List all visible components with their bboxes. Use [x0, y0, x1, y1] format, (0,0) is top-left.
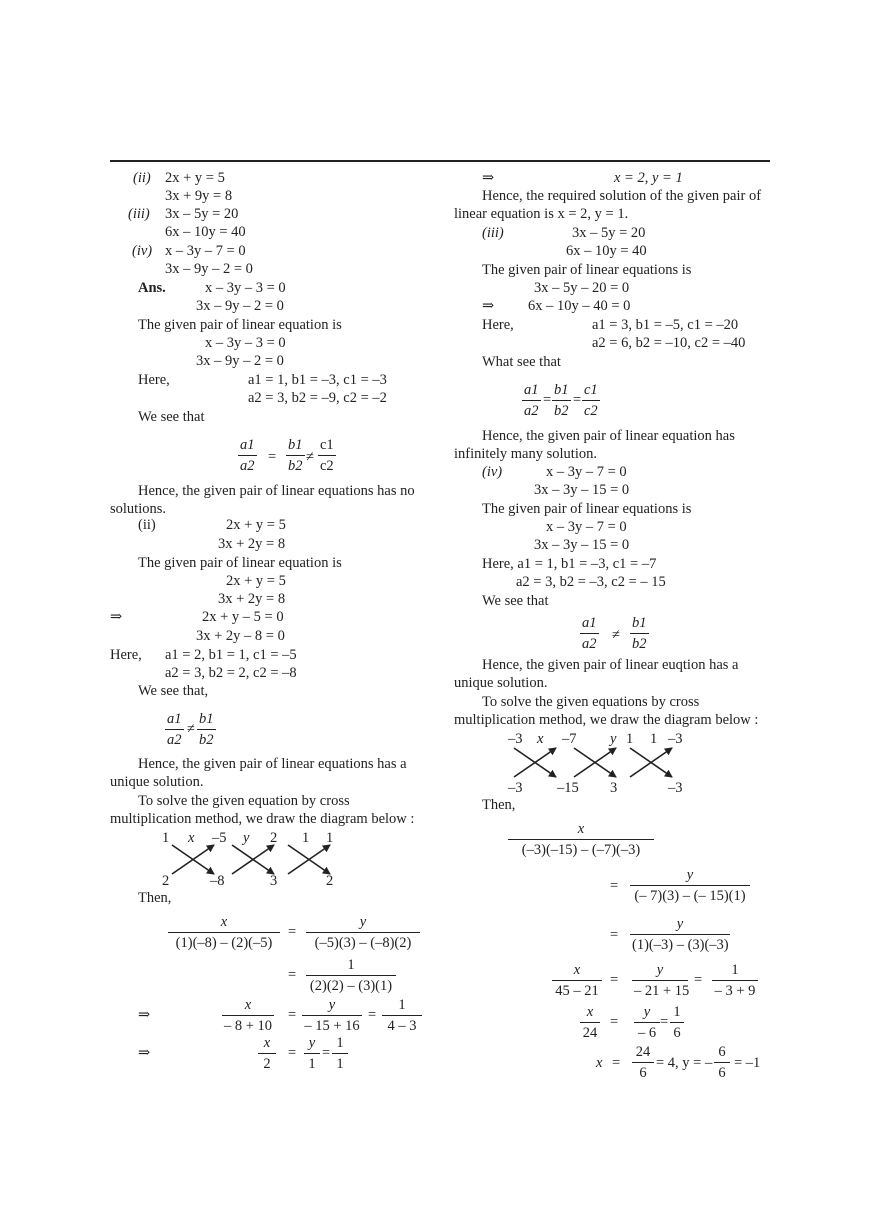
coef-line5: a1 = 3, b1 = –5, c1 = –20 [592, 317, 739, 333]
given-eq2: 3x – 9y – 2 = 0 [196, 353, 284, 369]
hence-unique-1: Hence, the given pair of linear equations has a [138, 756, 407, 772]
fraction-y-t3: $\frac{y}{(1)(-3) - (3)(-3)}$ [632, 916, 729, 953]
hence-unique-2: unique solution. [110, 774, 204, 790]
diagram2-top: x [537, 731, 544, 747]
fraction-y-t4: $\frac{y}{- 21 + 15}$ [634, 962, 690, 999]
here-label-3: Here, [482, 317, 514, 333]
fraction-x-step1: $\frac{x}{(1)(-8) - (2)(-5)}$ [168, 914, 280, 951]
part-ii-eq1: 2x + y = 5 [226, 517, 286, 533]
given-pair-text-4: The given pair of linear equations is [482, 501, 692, 517]
diagram2-top: –3 [668, 731, 683, 747]
fraction-c1-c2: $\frac{c1}{c2}$ [320, 437, 334, 474]
diagram1-top: –5 [212, 830, 227, 846]
fraction-24-6: $\frac{24}{6}$ [632, 1044, 654, 1081]
ans-eq2: 3x – 9y – 2 = 0 [196, 298, 284, 314]
fraction-b1-b2-b: $\frac{b1}{b2}$ [199, 711, 214, 748]
coef-line4: a2 = 3, b2 = 2, c2 = –8 [165, 665, 297, 681]
part-ii-g4: 3x + 2y – 8 = 0 [196, 628, 285, 644]
diagram1-top: 1 [302, 830, 310, 846]
coef-line7: Here, a1 = 1, b1 = –3, c1 = –7 [482, 556, 657, 572]
we-see-text-2: We see that, [138, 683, 209, 699]
part-iv-eq1: x – 3y – 7 = 0 [546, 464, 627, 480]
hence-infinite-2: infinitely many solution. [454, 446, 597, 462]
hence-no-solution-2: solutions. [110, 501, 166, 517]
fraction-x-t4: $\frac{x}{45 - 21}$ [552, 962, 602, 999]
equals-sign: = [322, 1045, 331, 1061]
equals-sign: = [610, 927, 619, 943]
implies-arrow: ⇒ [482, 170, 495, 186]
equals-sign: = [543, 392, 552, 408]
diagram2-arrows [514, 748, 672, 777]
fraction-a1-a2-d: $\frac{a1}{a2}$ [582, 615, 597, 652]
diagram1-top: y [243, 830, 250, 846]
part-iii-eq2: 6x – 10y = 40 [566, 243, 647, 259]
fraction-a1-a2: $\frac{a1}{a2}$ [240, 437, 255, 474]
coef-line1: a1 = 1, b1 = –3, c1 = –3 [248, 372, 387, 388]
diagram2-bottom: –15 [557, 780, 579, 796]
final-end-text: = –1 [734, 1055, 761, 1071]
q-iv-eq1: x – 3y – 7 = 0 [165, 243, 246, 259]
fraction-one-step4: $\frac{1}{1}$ [332, 1035, 348, 1072]
equals-sign: = [610, 1014, 619, 1030]
diagram1-top: 2 [270, 830, 278, 846]
equals-sign: = [573, 392, 582, 408]
part-ii-eq2: 3x + 2y = 8 [218, 536, 286, 552]
part-iv-label: (iv) [482, 464, 503, 480]
part-iv-g1: x – 3y – 7 = 0 [546, 519, 627, 535]
equals-sign: = [610, 878, 619, 894]
diagram2-top: –7 [562, 731, 577, 747]
cross-mult-intro-r1: To solve the given equations by cross [482, 694, 700, 710]
equals-sign: = [660, 1014, 669, 1030]
here-label: Here, [138, 372, 170, 388]
given-eq1: x – 3y – 3 = 0 [205, 335, 286, 351]
hence-infinite-1: Hence, the given pair of linear equation has [482, 428, 735, 444]
equals-sign: = [288, 1007, 297, 1023]
q-iv-eq2: 3x – 9y – 2 = 0 [165, 261, 253, 277]
given-pair-text-3: The given pair of linear equations is [482, 262, 692, 278]
then-label-r: Then, [482, 797, 516, 813]
fraction-x-step4: $\frac{x}{2}$ [258, 1035, 276, 1072]
what-see-text: What see that [482, 354, 561, 370]
q-iii-label: (iii) [128, 206, 150, 222]
fraction-x-t1: $\frac{x}{(-3)(-15) - (-7)(-3)}$ [508, 821, 654, 858]
we-see-text: We see that [138, 409, 205, 425]
final-mid-text: = 4, y = – [656, 1055, 713, 1071]
not-equal-sign: ≠ [306, 449, 314, 465]
fraction-6-6: $\frac{6}{6}$ [714, 1044, 730, 1081]
diagram2-bottom: 3 [610, 780, 618, 796]
diagram1-top: 1 [326, 830, 334, 846]
we-see-text-4: We see that [482, 593, 549, 609]
fraction-b1-b2-c: $\frac{b1}{b2}$ [554, 382, 569, 419]
diagram2-bottom: –3 [668, 780, 683, 796]
diagram1-top: x [188, 830, 195, 846]
q-iii-eq2: 6x – 10y = 40 [165, 224, 246, 240]
fraction-c1-c2-c: $\frac{c1}{c2}$ [584, 382, 598, 419]
coef-line8: a2 = 3, b2 = –3, c2 = – 15 [516, 574, 666, 590]
implies-arrow: ⇒ [110, 609, 123, 625]
fraction-y-step3: $\frac{y}{- 15 + 16}$ [302, 997, 362, 1034]
q-iv-label: (iv) [132, 243, 153, 259]
part-ii-label: (ii) [138, 517, 156, 533]
part-iv-g2: 3x – 3y – 15 = 0 [534, 537, 630, 553]
part-iii-eq1: 3x – 5y = 20 [572, 225, 646, 241]
fraction-a1-a2-b: $\frac{a1}{a2}$ [167, 711, 182, 748]
implies-arrow: ⇒ [138, 1007, 151, 1023]
fraction-one-step3: $\frac{1}{4 - 3}$ [382, 997, 422, 1034]
coef-line2: a2 = 3, b2 = –9, c2 = –2 [248, 390, 387, 406]
cross-mult-intro-r2: multiplication method, we draw the diagram below : [454, 712, 759, 728]
part-ii-g2: 3x + 2y = 8 [218, 591, 286, 607]
hence-no-solution-1: Hence, the given pair of linear equations has no [138, 483, 415, 499]
equals-sign: = [368, 1007, 377, 1023]
final-x: x [596, 1055, 603, 1071]
diagram2-top: 1 [626, 731, 634, 747]
fraction-b1-b2: $\frac{b1}{b2}$ [288, 437, 303, 474]
cross-mult-intro-2: multiplication method, we draw the diagram below : [110, 811, 415, 827]
given-pair-text: The given pair of linear equation is [138, 317, 342, 333]
here-label-2: Here, [110, 647, 142, 663]
q-ii-eq1: 2x + y = 5 [165, 170, 225, 186]
equals-sign: = [288, 967, 297, 983]
part-iii-g1: 3x – 5y – 20 = 0 [534, 280, 630, 296]
part-iv-eq2: 3x – 3y – 15 = 0 [534, 482, 630, 498]
diagram2-top: y [610, 731, 617, 747]
ans-eq1: x – 3y – 3 = 0 [205, 280, 286, 296]
diagram1-top: 1 [162, 830, 170, 846]
not-equal-sign-2: ≠ [187, 721, 195, 737]
required-solution-1: Hence, the required solution of the given pair of [482, 188, 762, 204]
equals-sign: = [288, 924, 297, 940]
fraction-one-step2: $\frac{1}{(2)(2) - (3)(1)}$ [306, 957, 396, 994]
cross-mult-intro-1: To solve the given equation by cross [138, 793, 350, 809]
diagram2-bottom: –3 [508, 780, 523, 796]
fraction-y-t2: $\frac{y}{(- 7)(3) - (- 15)(1)}$ [630, 867, 750, 904]
diagram2-top: –3 [508, 731, 523, 747]
not-equal-sign: ≠ [612, 627, 620, 643]
given-pair-text-2: The given pair of linear equation is [138, 555, 342, 571]
solution-line: x = 2, y = 1 [614, 170, 683, 186]
fraction-y-t5: $\frac{y}{- 6}$ [634, 1004, 660, 1041]
ans-label: Ans. [138, 280, 166, 296]
fraction-y-step4: $\frac{y}{1}$ [304, 1035, 320, 1072]
part-iii-label: (iii) [482, 225, 504, 241]
implies-arrow: ⇒ [138, 1045, 151, 1061]
implies-arrow: ⇒ [482, 298, 495, 314]
fraction-one-t5: $\frac{1}{6}$ [670, 1004, 684, 1041]
hence-unique-r2: unique solution. [454, 675, 548, 691]
q-ii-label: (ii) [133, 170, 151, 186]
then-label: Then, [138, 890, 172, 906]
equals-sign: = [612, 1055, 621, 1071]
fraction-one-t4: $\frac{1}{- 3 + 9}$ [712, 962, 758, 999]
diagram1-arrows [172, 845, 330, 874]
fraction-x-t5: $\frac{x}{24}$ [580, 1004, 600, 1041]
diagram1-bottom: 2 [162, 873, 170, 889]
equals-sign: = [288, 1045, 297, 1061]
diagram1-bottom: 3 [270, 873, 278, 889]
equals-sign: = [694, 972, 703, 988]
q-iii-eq1: 3x – 5y = 20 [165, 206, 239, 222]
fraction-b1-b2-d: $\frac{b1}{b2}$ [632, 615, 647, 652]
part-ii-g1: 2x + y = 5 [226, 573, 286, 589]
diagram2-top: 1 [650, 731, 658, 747]
required-solution-2: linear equation is x = 2, y = 1. [454, 206, 629, 222]
fraction-a1-a2-c: $\frac{a1}{a2}$ [524, 382, 539, 419]
equals-sign: = [268, 449, 277, 465]
diagram1-bottom: 2 [326, 873, 334, 889]
fraction-y-step1: $\frac{y}{(-5)(3) - (-8)(2)}$ [306, 914, 420, 951]
fraction-x-step3: $\frac{x}{- 8 + 10}$ [224, 997, 273, 1034]
diagram1-bottom: –8 [210, 873, 225, 889]
hence-unique-r1: Hence, the given pair of linear euqtion has a [482, 657, 739, 673]
q-ii-eq2: 3x + 9y = 8 [165, 188, 233, 204]
part-iii-g2: 6x – 10y – 40 = 0 [528, 298, 631, 314]
part-ii-g3: 2x + y – 5 = 0 [202, 609, 284, 625]
coef-line3: a1 = 2, b1 = 1, c1 = –5 [165, 647, 297, 663]
equals-sign: = [610, 972, 619, 988]
coef-line6: a2 = 6, b2 = –10, c2 = –40 [592, 335, 746, 351]
